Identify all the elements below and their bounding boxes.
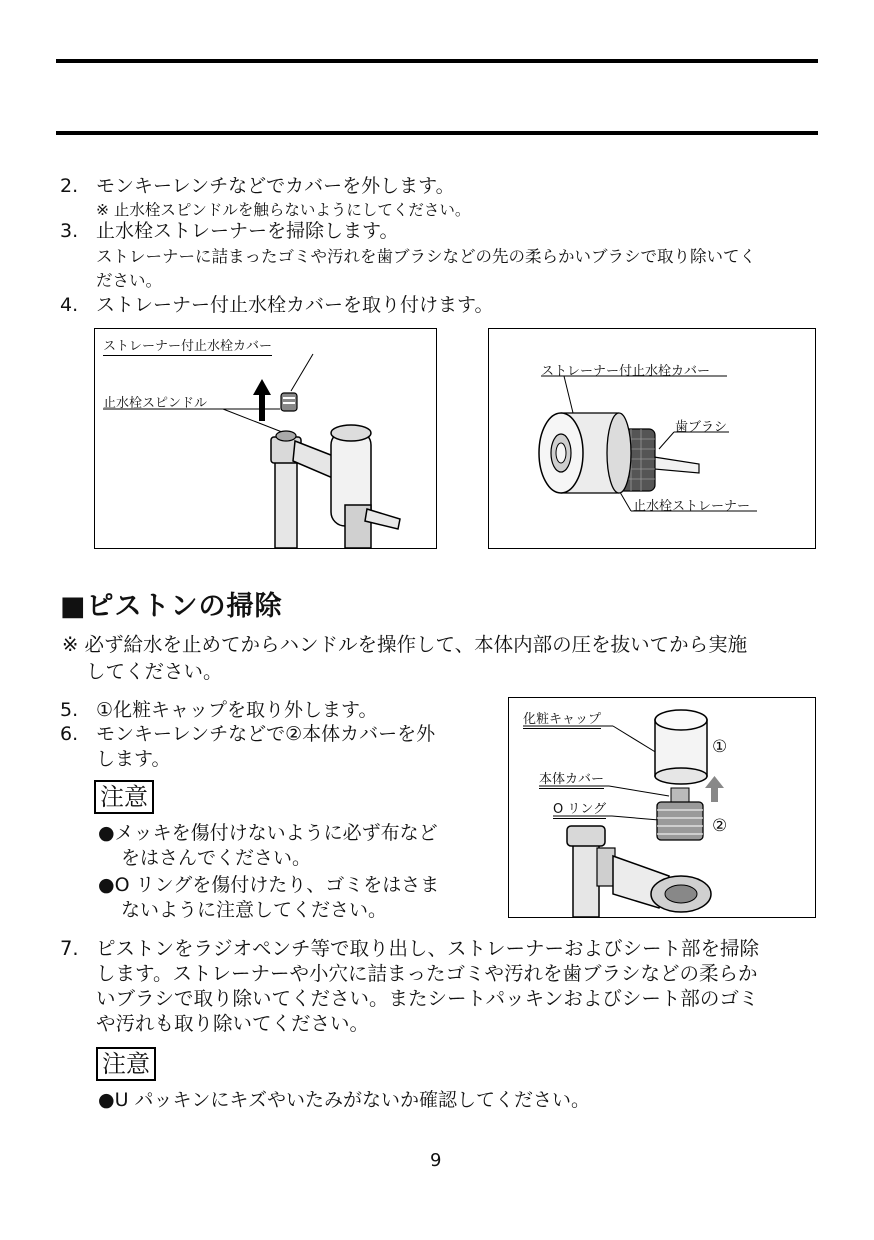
step-number: 5. xyxy=(60,699,79,721)
label-body-cover: 本体カバー xyxy=(539,768,604,789)
figure-cap-body-cover xyxy=(508,697,816,918)
step-text: モンキーレンチなどでカバーを外します。 xyxy=(96,175,455,197)
caution-label: 注意 xyxy=(94,780,154,814)
label-strainer: 止水栓ストレーナー xyxy=(633,499,751,514)
step-5 xyxy=(60,699,378,722)
page-number: 9 xyxy=(430,1150,442,1171)
caution2-bullet: ●U パッキンにキズやいたみがないか確認してください。 xyxy=(98,1089,590,1111)
step-text: ピストンをラジオペンチ等で取り出し、ストレーナーおよびシート部を掃除 xyxy=(96,937,760,960)
step-text: ストレーナー付止水栓カバーを取り付けます。 xyxy=(96,294,494,316)
step-2 xyxy=(60,175,455,198)
step-text: ①化粧キャップを取り外します。 xyxy=(96,699,378,721)
step-number: 2. xyxy=(60,175,79,197)
step-number: 3. xyxy=(60,220,79,242)
step-number: 4. xyxy=(60,294,79,316)
step-3 xyxy=(60,220,398,243)
label-strainer-cover: ストレーナー付止水栓カバー xyxy=(103,335,272,356)
step-3-detail-line1: ストレーナーに詰まったゴミや汚れを歯ブラシなどの先の柔らかいブラシで取り除いてく xyxy=(96,247,756,266)
label-strainer-cover: ストレーナー付止水栓カバー xyxy=(541,364,711,379)
step-7-line2: します。ストレーナーや小穴に詰まったゴミや汚れを歯ブラシなどの柔らか xyxy=(96,962,758,985)
section-note-line2: してください。 xyxy=(86,660,223,683)
marker-2: ② xyxy=(712,816,728,836)
step-4 xyxy=(60,294,493,317)
marker-1: ① xyxy=(712,737,728,757)
figure-spindle-cover-drawing xyxy=(95,329,436,548)
caution-bullet-2-line2: ないように注意してください。 xyxy=(121,899,388,921)
caution-label-2: 注意 xyxy=(96,1047,156,1081)
header-rule-top xyxy=(56,59,818,63)
step-number: 7. xyxy=(60,937,79,960)
step-3-detail-line2: ださい。 xyxy=(96,271,162,290)
step-7-line4: や汚れも取り除いてください。 xyxy=(96,1012,370,1035)
label-decorative-cap: 化粧キャップ xyxy=(523,708,601,729)
caution-bullet-2-line1: ●O リングを傷付けたり、ゴミをはさま xyxy=(98,874,440,896)
section-heading: ■ピストンの掃除 xyxy=(60,591,283,622)
label-toothbrush: 歯ブラシ xyxy=(675,420,728,435)
label-o-ring: O リング xyxy=(553,798,606,819)
caution-bullet-1-line1: ●メッキを傷付けないように必ず布など xyxy=(98,822,438,844)
figure-spindle-cover xyxy=(94,328,437,549)
step-7-line3: いブラシで取り除いてください。またシートパッキンおよびシート部のゴミ xyxy=(96,987,759,1010)
caution-bullet-1-line2: をはさんでください。 xyxy=(121,847,312,869)
step-6 xyxy=(60,723,435,746)
step-7 xyxy=(60,937,759,960)
step-text: モンキーレンチなどで②本体カバーを外 xyxy=(96,723,436,745)
label-spindle: 止水栓スピンドル xyxy=(103,396,208,411)
step-number: 6. xyxy=(60,723,79,745)
step-text: 止水栓ストレーナーを掃除します。 xyxy=(96,220,399,242)
section-note-line1: ※ 必ず給水を止めてからハンドルを操作して、本体内部の圧を抜いてから実施 xyxy=(62,633,748,656)
step-6-line2: します。 xyxy=(96,748,171,770)
header-rule-bottom xyxy=(56,131,818,135)
step-2-note: ※ 止水栓スピンドルを触らないようにしてください。 xyxy=(96,201,471,219)
figure-strainer-brush xyxy=(488,328,816,549)
